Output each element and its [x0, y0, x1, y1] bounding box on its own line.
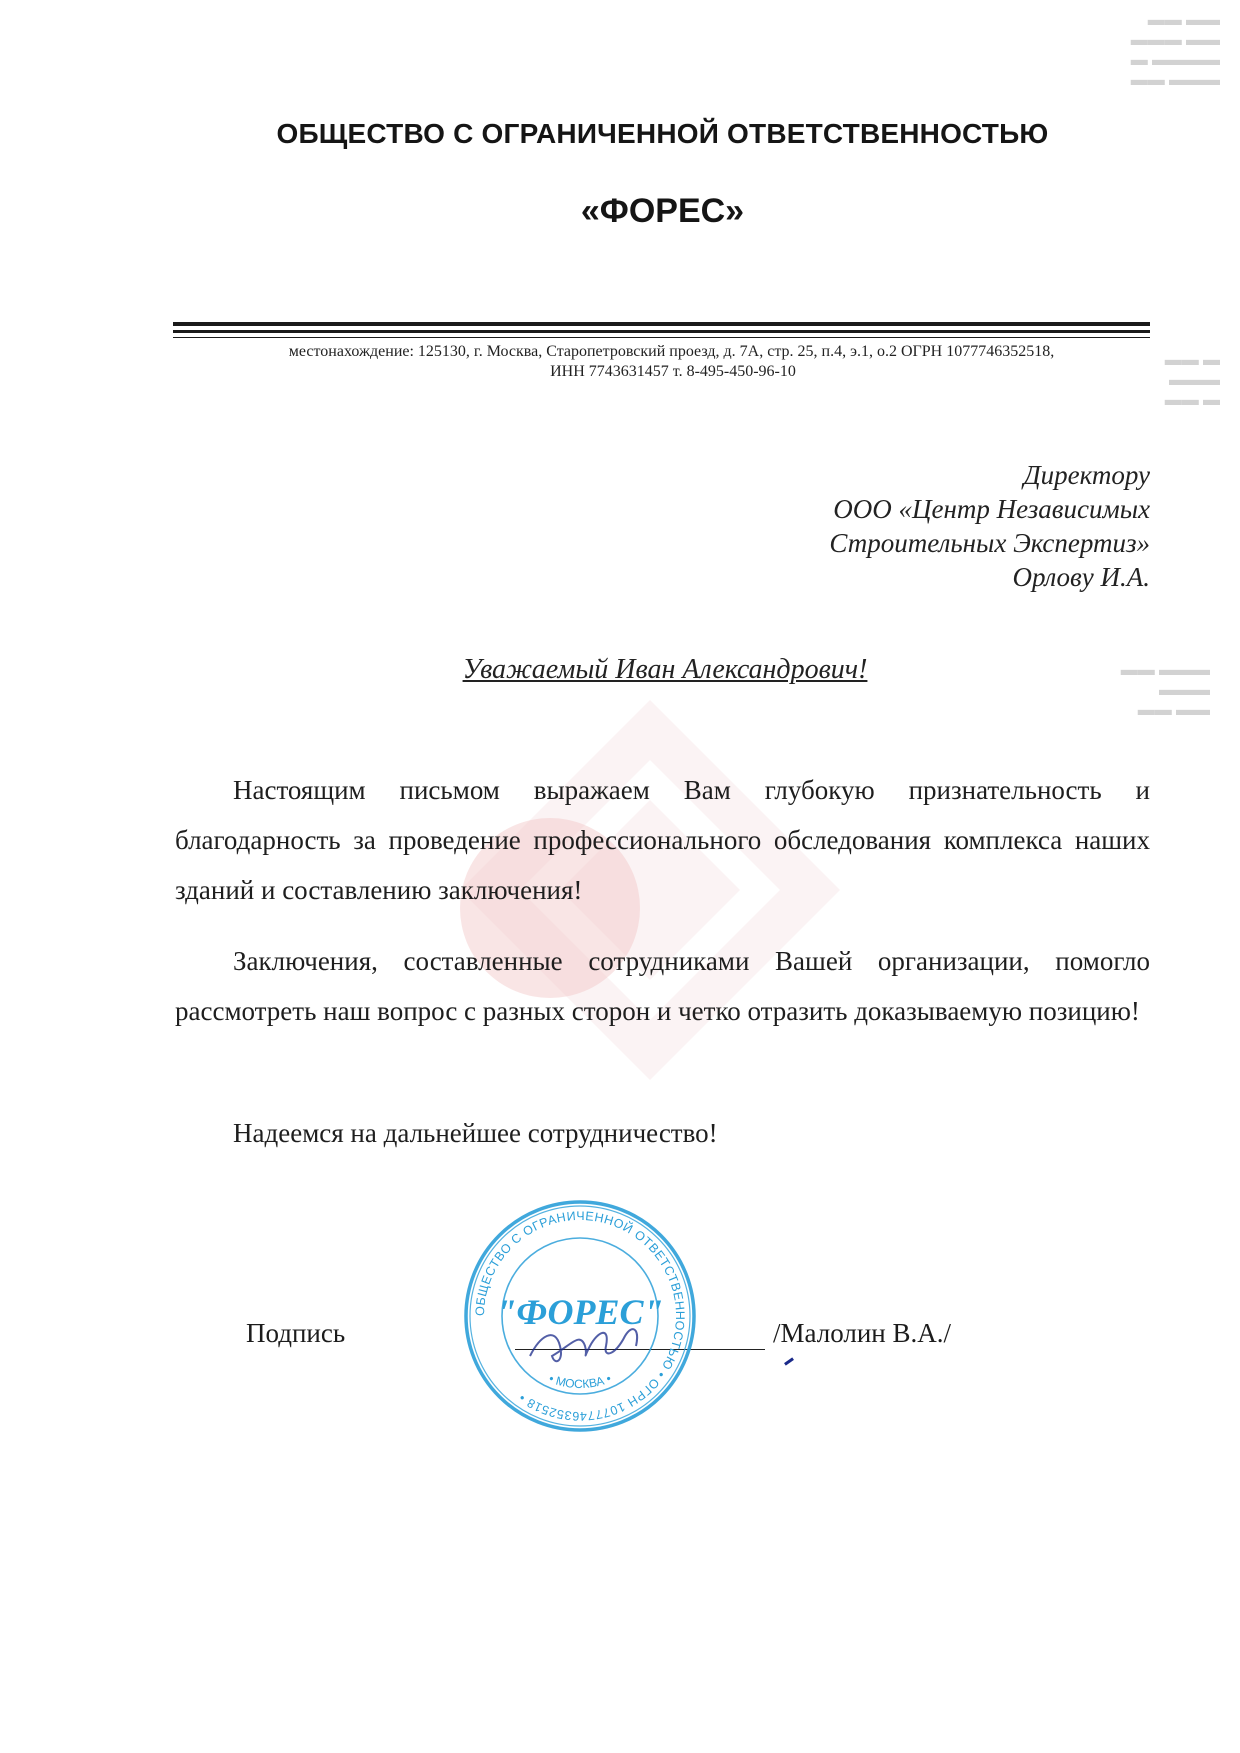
- recipient-position: Директору: [1023, 460, 1150, 490]
- company-stamp: [460, 1196, 700, 1436]
- signatory-name: /Малолин В.А./: [773, 1318, 951, 1348]
- recipient-block: [829, 458, 1150, 594]
- stamp-center-text: "ФОРЕС": [496, 1292, 664, 1332]
- greeting: Уважаемый Иван Александрович!: [462, 654, 868, 685]
- body-paragraph-3: Надеемся на дальнейшее сотрудничество!: [233, 1118, 718, 1148]
- header-rule-thin: [173, 337, 1150, 338]
- body-paragraph-1: Настоящим письмом выражаем Вам глубокую признательность и благодарность за проведение профессионального обследования комплекса наших зданий и составлению заключения!: [175, 775, 1150, 905]
- company-registration: ИНН 7743631457 т. 8-495-450-96-10: [550, 363, 796, 380]
- recipient-company: ООО «Центр Независимых: [833, 494, 1150, 524]
- recipient-company-cont: Строительных Экспертиз»: [829, 528, 1150, 558]
- svg-text:• МОСКВА •: [547, 1371, 613, 1391]
- ink-mark: [784, 1357, 794, 1365]
- signature-label: Подпись: [246, 1318, 346, 1348]
- bleed-through-text: ▬▬ ▬ ▬▬▬ ▬▬ ▬: [1164, 350, 1220, 409]
- handwritten-signature: [530, 1329, 637, 1361]
- stamp-bottom-text: • МОСКВА •: [546, 1371, 614, 1392]
- organization-type: ОБЩЕСТВО С ОГРАНИЧЕННОЙ ОТВЕТСТВЕННОСТЬЮ: [276, 118, 1049, 149]
- company-address: местонахождение: 125130, г. Москва, Старопетровский проезд, д. 7А, стр. 25, п.4, э.1, о.2 ОГРН 1077746352518,: [288, 343, 1055, 360]
- header-rule-thick: [173, 322, 1150, 326]
- stamp-outer-text: ОБЩЕСТВО С ОГРАНИЧЕННОЙ ОТВЕТСТВЕННОСТЬЮ • ОГРН 1077746352518 •: [472, 1208, 688, 1424]
- recipient-name: Орлову И.А.: [1012, 562, 1150, 592]
- body-paragraph-2: Заключения, составленные сотрудниками Вашей организации, помогло рассмотреть наш вопрос с разных сторон и четко отразить доказываемую позицию!: [175, 946, 1150, 1026]
- bleed-through-text: ▬▬ ▬▬▬ ▬▬▬ ▬▬ ▬▬: [1120, 660, 1210, 719]
- bleed-through-text: ▬▬ ▬▬ ▬▬▬ ▬▬ ▬ ▬▬▬▬ ▬▬ ▬▬▬: [1130, 10, 1220, 89]
- organization-name: «ФОРЕС»: [580, 192, 745, 230]
- header-rule-medium: [173, 330, 1150, 333]
